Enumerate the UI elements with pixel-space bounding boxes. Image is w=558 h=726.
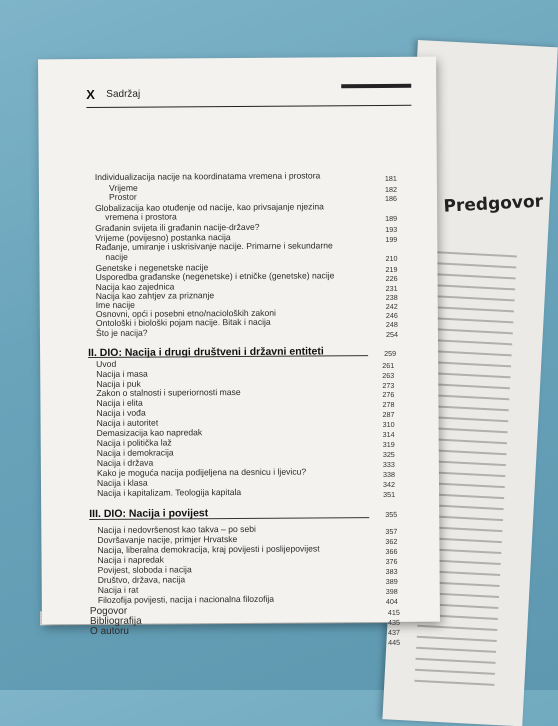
toc-page-number: 189	[385, 213, 398, 223]
toc-part-heading: II. DIO: Nacija i drugi društveni i državni entiteti	[88, 345, 324, 360]
toc-page-number: 259	[384, 348, 397, 358]
toc-page-number: 261	[382, 360, 395, 371]
toc-entry: Građanin svijeta ili građanin nacije-države?	[95, 221, 260, 234]
toc-page-number: 210	[385, 253, 398, 263]
toc-entry: Prostor	[108, 191, 137, 202]
toc-page-number: 437	[388, 627, 401, 637]
toc-page-number: 278	[382, 399, 395, 409]
toc-entry: Vrijeme (povijesno) postanka nacija	[95, 232, 231, 244]
toc-entry: Nacija, liberalna demokracija, kraj povijesti i poslijepovijest	[97, 543, 320, 555]
toc-entry: Nacija i autoritet	[96, 417, 159, 428]
toc-entry: Vrijeme	[108, 182, 138, 193]
toc-entry: nacije	[105, 251, 128, 262]
toc-page-number: 376	[385, 556, 398, 566]
toc-page-number: 362	[385, 536, 398, 546]
toc-page-number: 389	[385, 576, 398, 586]
toc-page-number: 226	[385, 273, 398, 283]
toc-entry: Osnovni, opći i posebni etno/nacioloških zakoni	[95, 307, 276, 319]
toc-entry: Globalizacija kao otuđenje od nacije, kao privsajanje njezina	[95, 201, 324, 214]
toc-entry: Nacija i klasa	[96, 477, 148, 488]
toc-page-number: 398	[385, 586, 398, 596]
toc-entry: Nacija kao zahtjev za priznanje	[95, 290, 215, 301]
toc-page-number: 273	[382, 380, 395, 391]
toc-page-number: 263	[382, 370, 395, 381]
toc-entry: vremena i prostora	[105, 211, 177, 222]
toc-page-number: 248	[385, 319, 398, 329]
toc-entry: Ime nacije	[95, 299, 135, 310]
toc-page-number: 445	[388, 637, 401, 647]
toc-page-number: 276	[382, 389, 395, 400]
toc-entry: Dovršavanje nacije, primjer Hrvatske	[97, 534, 238, 545]
toc-entry: Nacija i puk	[96, 378, 141, 389]
toc-page-number: 338	[382, 469, 395, 479]
toc-page-number: 342	[382, 479, 396, 489]
toc-entry: Zakon o stalnosti i superiornosti mase	[96, 386, 241, 398]
toc-page-number: 314	[382, 429, 395, 439]
toc-entry: Uvod	[96, 358, 117, 369]
toc-entry: Nacija i kapitalizam. Teologija kapitala	[97, 486, 242, 498]
toc-entry: Nacija i demokracija	[96, 447, 174, 458]
toc-entry: Nacija i elita	[96, 397, 143, 408]
toc-page-number: 435	[387, 617, 401, 627]
toc-entry: Kako je moguća nacija podijeljena na desnicu i ljevicu?	[96, 466, 307, 478]
toc-page-number: 404	[385, 596, 398, 606]
section-mark: X	[86, 86, 96, 103]
toc-entry: Nacija i nedovršenost kao takva – po sebi	[97, 523, 256, 535]
toc-page-number: 242	[385, 301, 398, 311]
toc-page-number: 193	[385, 224, 398, 234]
toc-page-number: 254	[385, 329, 398, 339]
toc-part-heading: III. DIO: Nacija i povijest	[89, 507, 209, 521]
toc-entry: Individualizacija nacije na koordinatama vremena i prostora	[94, 170, 321, 183]
toc-entry: Nacija i napredak	[97, 554, 164, 565]
toc-page-number: 186	[384, 193, 398, 203]
left-page	[38, 57, 440, 647]
toc-page-number: 182	[384, 184, 397, 194]
toc-entry: Rađanje, umiranje i uskrisivanje nacije. Primarne i sekundarne	[95, 240, 333, 253]
toc-page-number: 199	[385, 234, 398, 244]
toc-entry: Što je nacija?	[95, 327, 148, 338]
header-title: Sadržaj	[106, 88, 141, 100]
toc-entry: Bibliografija	[89, 615, 142, 628]
toc-entry: Društvo, država, nacija	[97, 574, 186, 585]
toc-page-number: 383	[385, 566, 398, 576]
toc-page-number: 333	[382, 459, 395, 469]
toc-entry: Filozofija povijesti, nacija i nacionalna filozofija	[97, 593, 275, 605]
toc-entry: Nacija i masa	[96, 368, 148, 379]
table-of-contents	[38, 57, 440, 647]
toc-page-number: 355	[385, 509, 398, 519]
toc-page-number: 319	[382, 439, 395, 449]
toc-page-number: 325	[382, 449, 395, 459]
right-page-title: Predgovor	[443, 191, 544, 217]
toc-entry: Pogovor	[89, 605, 128, 618]
toc-entry: Nacija i politička laž	[96, 437, 172, 448]
toc-page-number: 219	[385, 264, 398, 274]
toc-entry: Nacija i rat	[97, 584, 139, 595]
toc-entry: Ontološki i biološki pojam nacije. Bitak i nacija	[95, 316, 271, 328]
toc-page-number: 231	[385, 283, 398, 293]
toc-page-number: 238	[385, 292, 398, 302]
toc-entry: Nacija i vođa	[96, 407, 146, 418]
toc-page-number: 287	[382, 409, 395, 419]
toc-page-number: 357	[385, 526, 398, 536]
toc-page-number: 181	[384, 173, 397, 183]
toc-entry: Usporedba građanske (negenetske) i etničke (genetske) nacije	[95, 270, 335, 282]
toc-entry: O autoru	[89, 625, 129, 638]
toc-entry: Nacija i država	[96, 457, 154, 468]
toc-entry: Genetske i negenetske nacije	[95, 262, 209, 273]
toc-page-number: 310	[382, 419, 395, 429]
toc-entry: Povijest, sloboda i nacija	[97, 564, 192, 575]
toc-page-number: 246	[385, 310, 398, 320]
toc-page-number: 366	[385, 546, 398, 556]
toc-entry: Nacija kao zajednica	[95, 281, 175, 292]
toc-page-number: 415	[387, 607, 400, 617]
toc-page-number: 351	[383, 489, 396, 499]
toc-entry: Demasizacija kao napredak	[96, 427, 203, 438]
